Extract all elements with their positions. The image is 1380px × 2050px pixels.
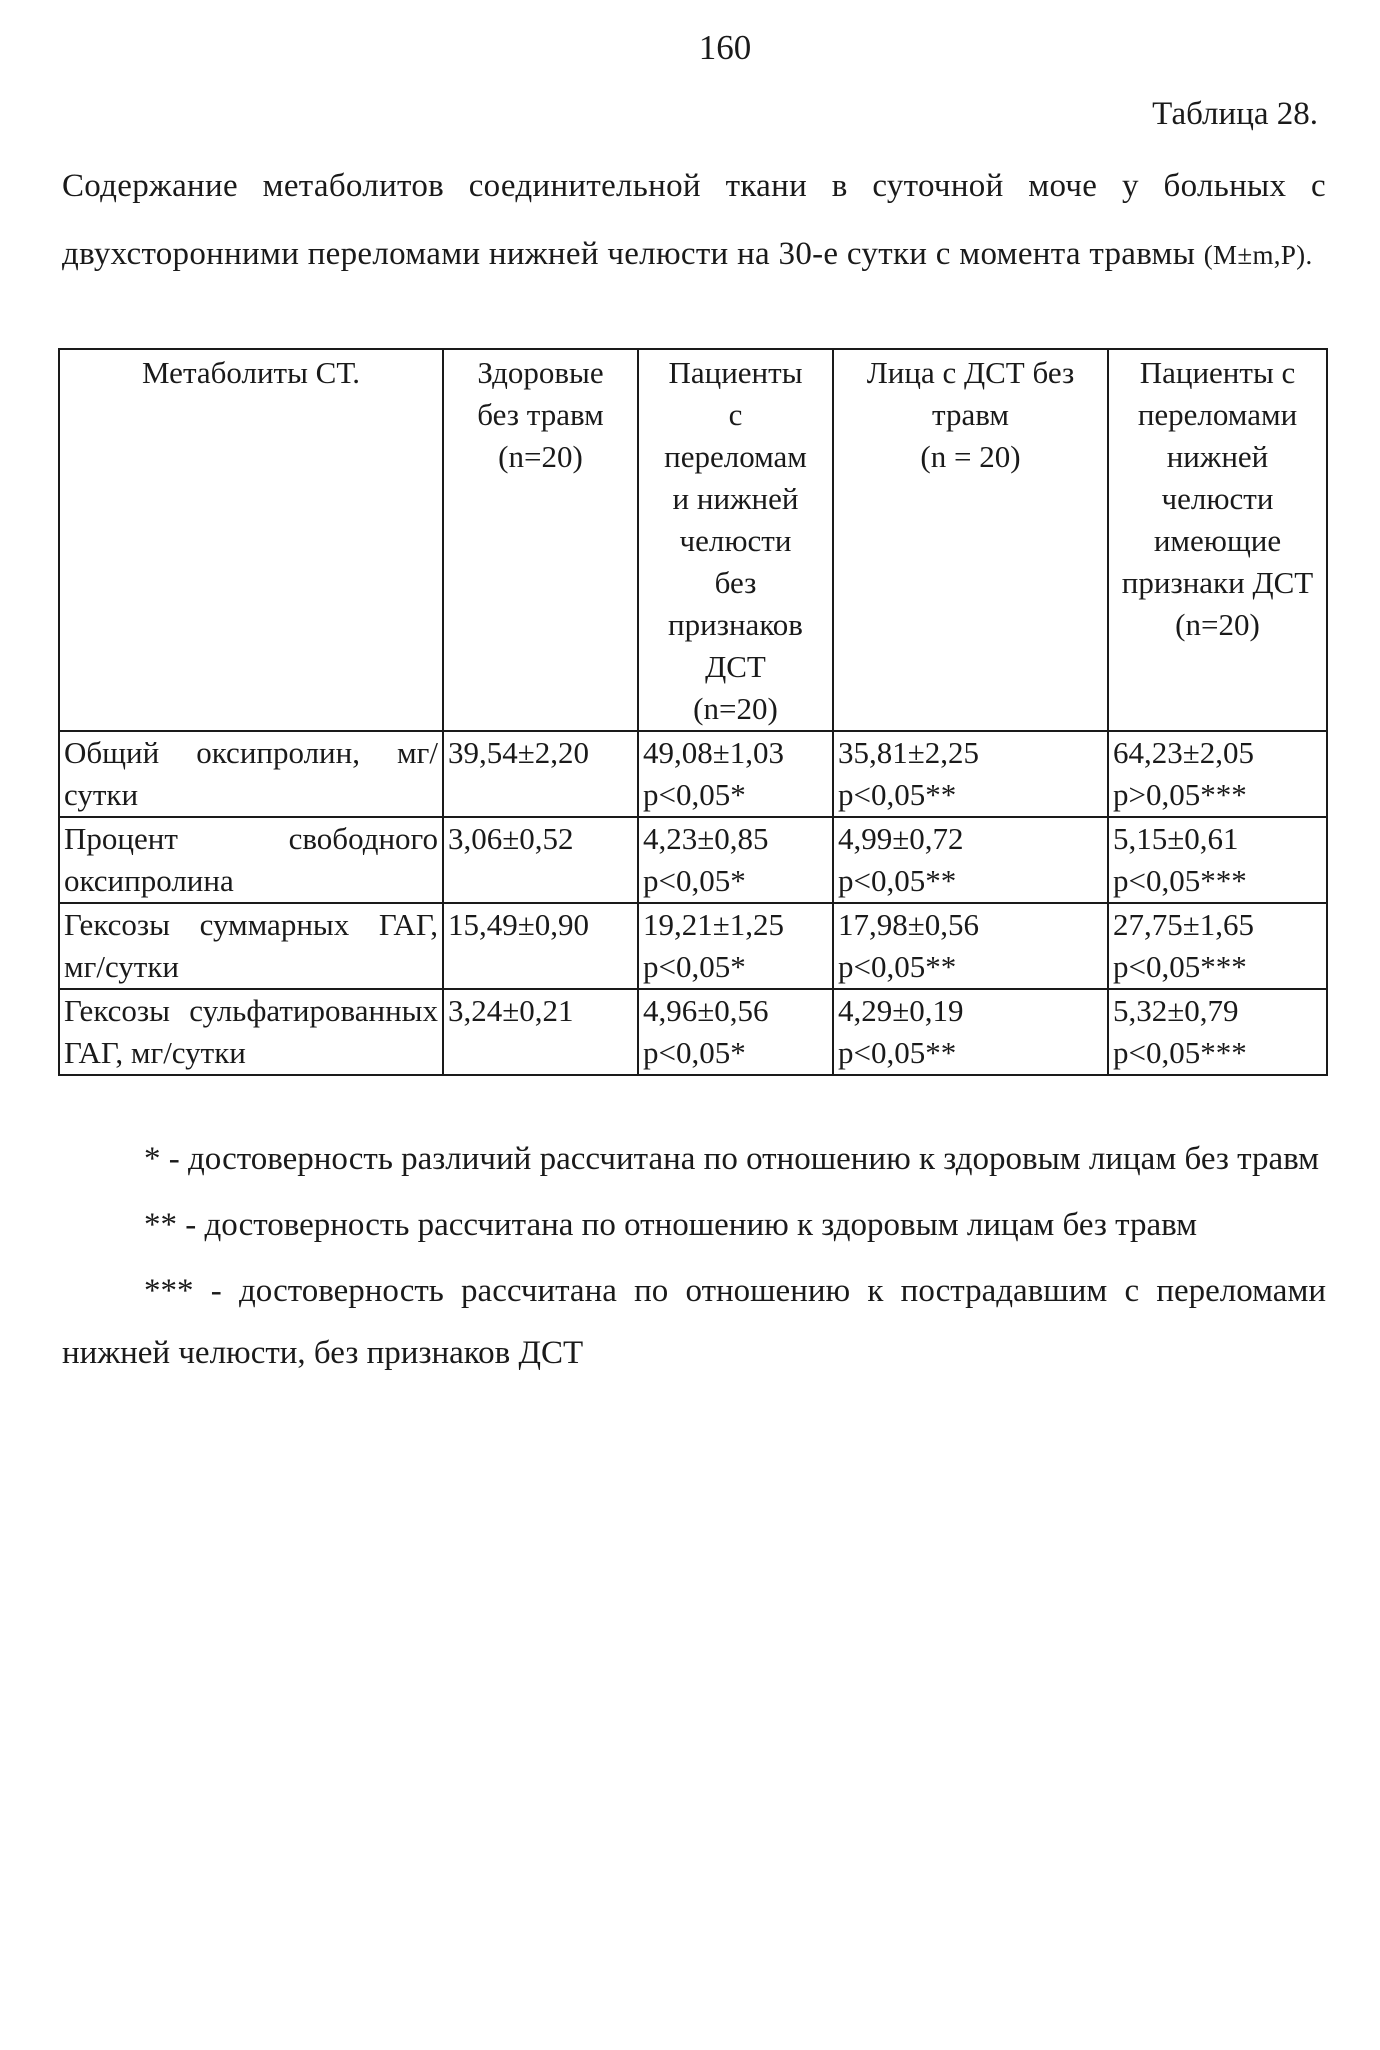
header-line: Пациенты	[668, 355, 803, 390]
mean-value: 5,32±0,79	[1113, 993, 1239, 1028]
header-line: ДСТ	[705, 649, 766, 684]
table-row	[59, 903, 1327, 989]
caption-text: Содержание метаболитов соединительной ткани в суточной моче у больных с двухсторонними переломами нижней челюсти на 30-е сутки с момента травмы	[62, 168, 1326, 272]
p-value: p<0,05**	[838, 863, 957, 898]
header-line: Лица с ДСТ без	[866, 355, 1075, 390]
header-line: признаков	[668, 607, 803, 642]
header-line: (n=20)	[693, 691, 778, 726]
page-number: 160	[698, 28, 752, 67]
metabolite-cell: Гексозы суммарных ГАГ, мг/сутки	[59, 903, 443, 989]
header-cell	[833, 349, 1108, 731]
p-value: p<0,05*	[643, 777, 746, 812]
header-line: травм	[932, 397, 1009, 432]
p-value: p<0,05**	[838, 777, 957, 812]
mean-value: 4,23±0,85	[643, 821, 769, 856]
healthy-value-cell: 3,24±0,21	[443, 989, 638, 1075]
p-value: p<0,05**	[838, 1035, 957, 1070]
footnotes	[62, 1128, 1326, 1384]
mean-value: 4,29±0,19	[838, 993, 964, 1028]
metabolite-cell: Гексозы сульфатированных ГАГ, мг/сутки	[59, 989, 443, 1075]
fracture-no-dst-cell	[638, 903, 833, 989]
header-line: и нижней	[672, 481, 799, 516]
header-line: (n=20)	[1175, 607, 1260, 642]
mean-value: 17,98±0,56	[838, 907, 980, 942]
fracture-with-dst-cell	[1108, 817, 1327, 903]
mean-value: 49,08±1,03	[643, 735, 785, 770]
caption-suffix: (M±m,P).	[1203, 240, 1313, 270]
header-line: челюсти	[679, 523, 792, 558]
fracture-with-dst-cell	[1108, 903, 1327, 989]
header-line: Здоровые	[477, 355, 604, 390]
mean-value: 19,21±1,25	[643, 907, 785, 942]
header-cell	[1108, 349, 1327, 731]
fracture-no-dst-cell	[638, 817, 833, 903]
p-value: p<0,05***	[1113, 863, 1247, 898]
p-value: p<0,05*	[643, 863, 746, 898]
dst-no-trauma-cell	[833, 817, 1108, 903]
mean-value: 35,81±2,25	[838, 735, 980, 770]
header-line: (n=20)	[498, 439, 583, 474]
table-header-row	[59, 349, 1327, 731]
header-line: переломам	[664, 439, 807, 474]
p-value: p<0,05**	[838, 949, 957, 984]
footnote: ** - достоверность рассчитана по отношению к здоровым лицам без травм	[144, 1207, 1198, 1243]
table-row	[59, 989, 1327, 1075]
table-row	[59, 731, 1327, 817]
metabolites-table	[58, 348, 1328, 1076]
header-line: переломами	[1137, 397, 1298, 432]
header-cell	[59, 349, 443, 731]
fracture-with-dst-cell	[1108, 989, 1327, 1075]
metabolite-cell: Общий оксипролин, мг/сутки	[59, 731, 443, 817]
header-line: без травм	[477, 397, 604, 432]
footnote: *** - достоверность рассчитана по отношению к пострадавшим с переломами нижней челюсти, без признаков ДСТ	[62, 1273, 1326, 1371]
header-line: Метаболиты СТ.	[142, 355, 360, 390]
header-line: имеющие	[1153, 523, 1282, 558]
table-row	[59, 817, 1327, 903]
header-line: нижней	[1166, 439, 1269, 474]
mean-value: 5,15±0,61	[1113, 821, 1239, 856]
mean-value: 4,99±0,72	[838, 821, 964, 856]
p-value: p<0,05*	[643, 1035, 746, 1070]
fracture-no-dst-cell	[638, 989, 833, 1075]
header-line: Пациенты с	[1139, 355, 1296, 390]
table-caption	[62, 152, 1326, 289]
header-line: (n = 20)	[920, 439, 1021, 474]
metabolite-cell: Процент свободного оксипролина	[59, 817, 443, 903]
header-line: признаки ДСТ	[1121, 565, 1314, 600]
header-cell	[443, 349, 638, 731]
table-label: Таблица 28.	[1152, 96, 1318, 132]
mean-value: 4,96±0,56	[643, 993, 769, 1028]
footnote: * - достоверность различий рассчитана по отношению к здоровым лицам без травм	[144, 1141, 1320, 1177]
dst-no-trauma-cell	[833, 903, 1108, 989]
healthy-value-cell: 39,54±2,20	[443, 731, 638, 817]
header-line: челюсти	[1161, 481, 1274, 516]
p-value: p<0,05***	[1113, 1035, 1247, 1070]
mean-value: 64,23±2,05	[1113, 735, 1255, 770]
header-line: с	[728, 397, 743, 432]
p-value: p>0,05***	[1113, 777, 1247, 812]
header-line: без	[714, 565, 757, 600]
p-value: p<0,05*	[643, 949, 746, 984]
p-value: p<0,05***	[1113, 949, 1247, 984]
healthy-value-cell: 3,06±0,52	[443, 817, 638, 903]
dst-no-trauma-cell	[833, 989, 1108, 1075]
dst-no-trauma-cell	[833, 731, 1108, 817]
mean-value: 27,75±1,65	[1113, 907, 1255, 942]
healthy-value-cell: 15,49±0,90	[443, 903, 638, 989]
header-cell	[638, 349, 833, 731]
fracture-with-dst-cell	[1108, 731, 1327, 817]
fracture-no-dst-cell	[638, 731, 833, 817]
